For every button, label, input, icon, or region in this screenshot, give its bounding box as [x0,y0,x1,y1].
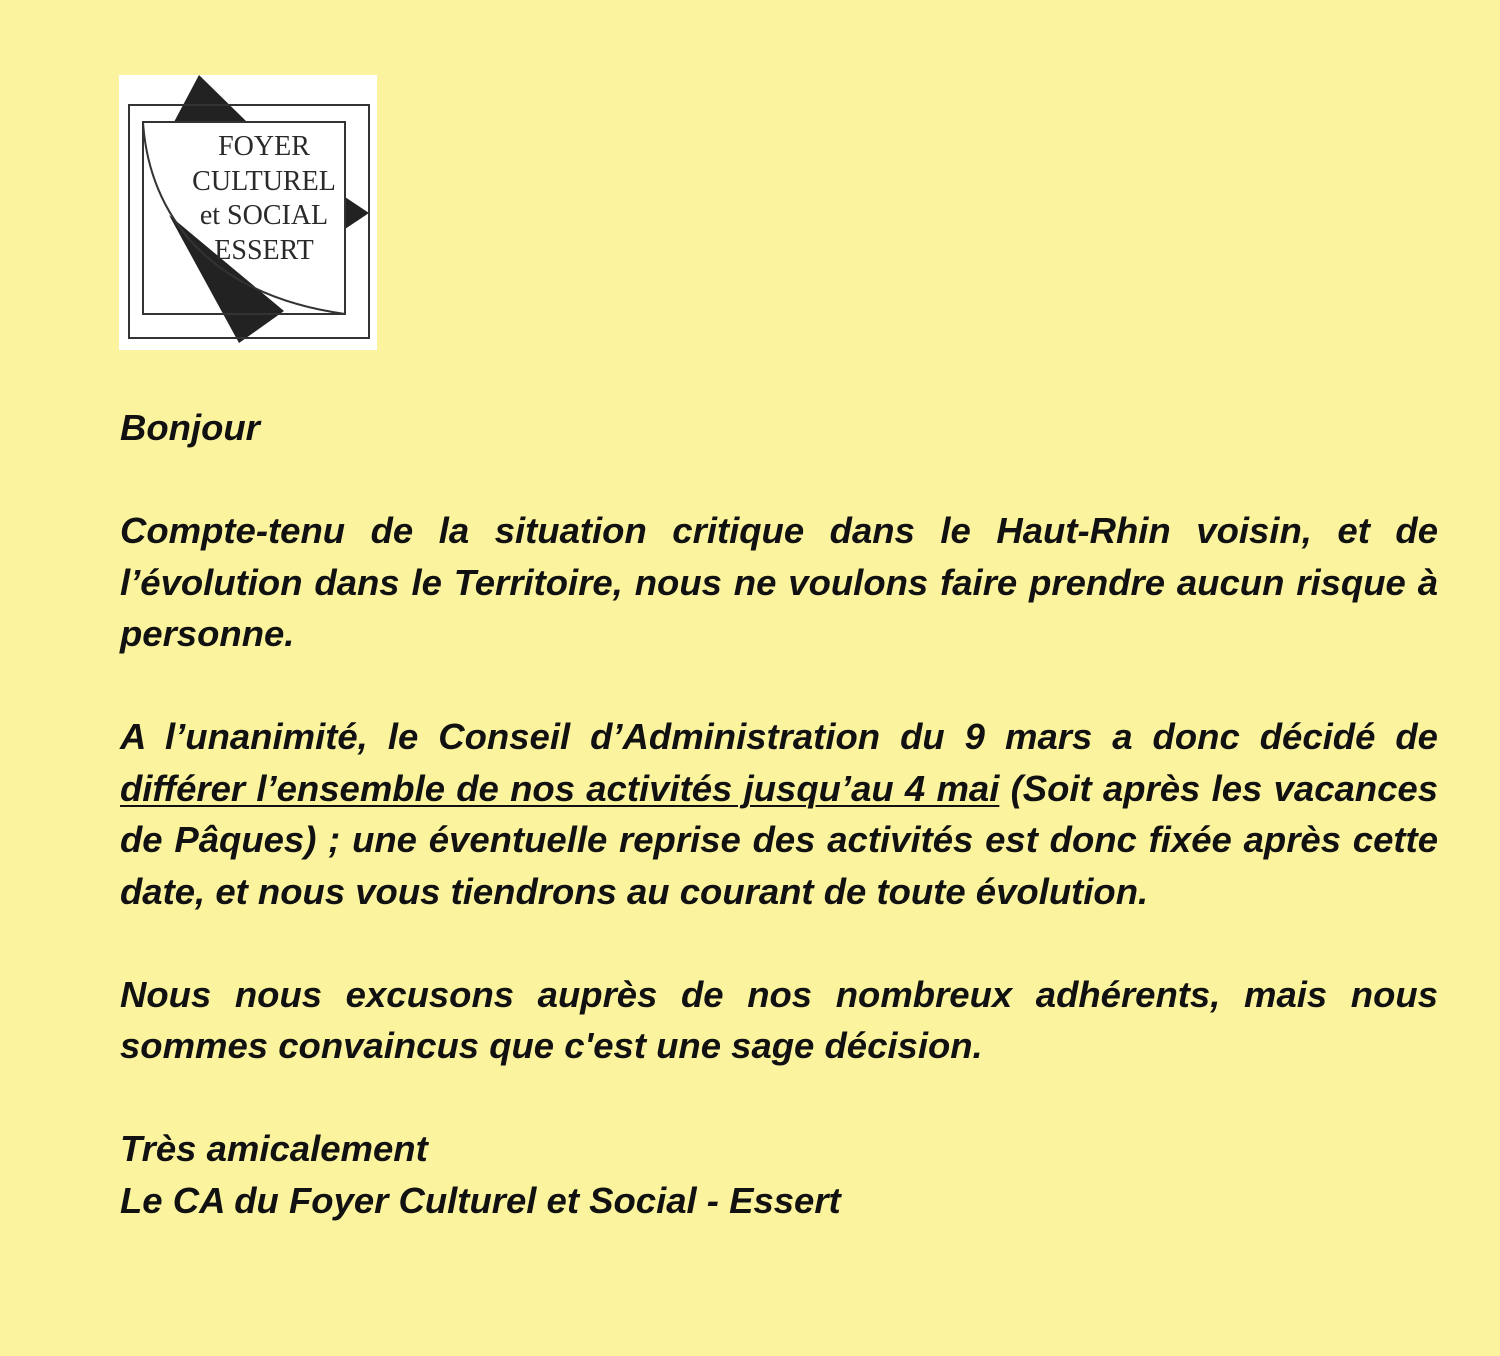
decision-intro: A l’unanimité, le Conseil d’Administration du 9 mars a donc décidé de [120,716,1438,757]
decision-highlight: différer l’ensemble de nos activités jusqu’au 4 mai [120,767,1000,809]
logo-line: CULTUREL [192,165,336,197]
logo-line: FOYER [218,131,310,162]
signature: Le CA du Foyer Culturel et Social - Essert [120,1179,841,1221]
paragraph-apology: Nous nous excusons auprès de nos nombreux adhérents, mais nous sommes convaincus que c'est une sage décision. [120,973,1438,1066]
foyer-logo [119,75,377,350]
logo-line: ESSERT [214,234,314,266]
logo-line: et SOCIAL [199,200,329,231]
paragraph-decision [120,711,1438,917]
decision-details: (Soit après les vacances de Pâques) ; une éventuelle reprise des activités est donc fixée après cette date, et nous vous tiendrons au courant de toute évolution. [120,767,1438,912]
paragraph-situation: Compte-tenu de la situation critique dans le Haut-Rhin voisin, et de l’évolution dans le Territoire, nous ne voulons faire prendre aucun risque à personne. [120,510,1438,654]
logo-text [179,130,349,268]
greeting: Bonjour [120,407,260,448]
letter-body [120,402,1438,1226]
closing: Très amicalement [120,1128,428,1169]
